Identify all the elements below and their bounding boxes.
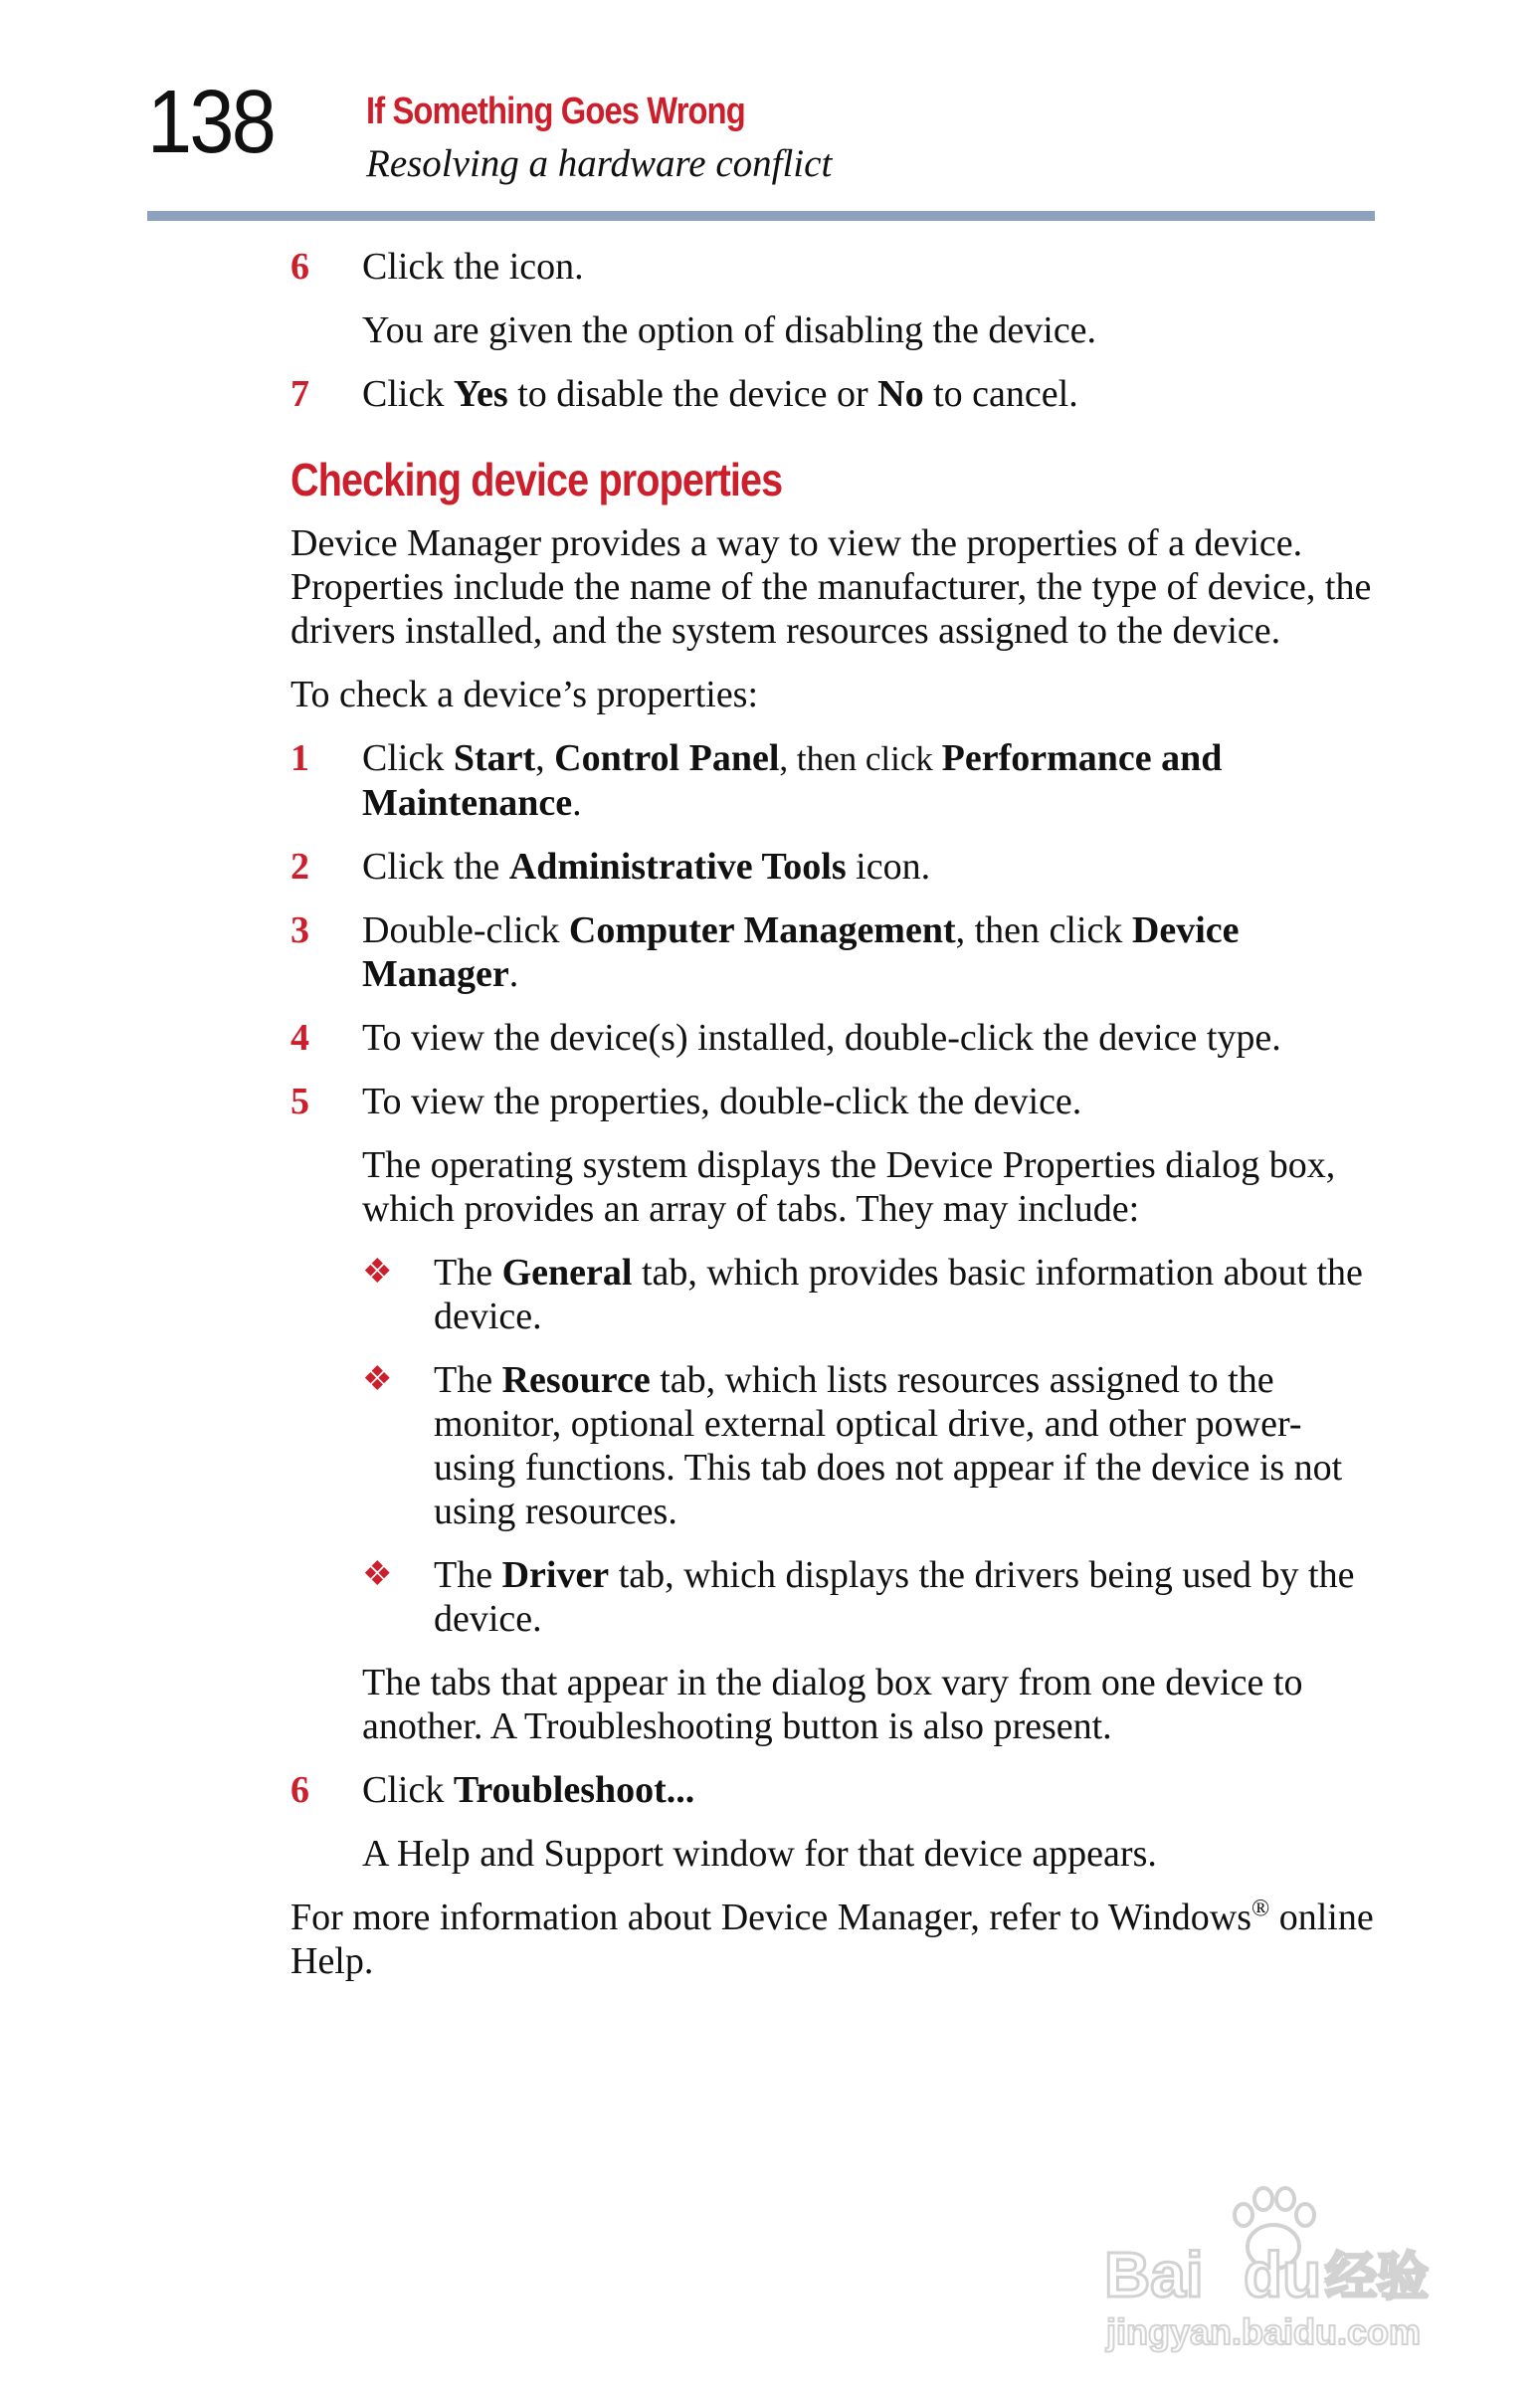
step-text: . — [572, 782, 582, 824]
step-number: 1 — [290, 737, 309, 779]
bullet-driver-tab — [290, 1553, 1375, 1641]
bullet-text: The — [434, 1554, 502, 1596]
step-text: Click — [362, 737, 454, 779]
bullet-general-tab — [290, 1251, 1375, 1338]
step-number: 6 — [290, 1769, 309, 1811]
baidu-jingyan-watermark — [1094, 2169, 1472, 2358]
bullet-text: The — [434, 1252, 502, 1294]
start-label: Start — [453, 737, 536, 779]
registered-mark: ® — [1251, 1896, 1270, 1922]
step-2 — [290, 845, 1375, 889]
step-number: 4 — [290, 1017, 309, 1059]
step-text: to cancel. — [923, 373, 1078, 415]
watermark-brand: Bai — [1104, 2239, 1204, 2310]
closing-paragraph — [290, 1896, 1375, 1983]
section-title: Resolving a hardware conflict — [366, 142, 833, 185]
page-header — [0, 0, 1540, 229]
step-6-disable — [290, 245, 1375, 289]
chapter-title: If Something Goes Wrong — [366, 91, 745, 132]
step-text: icon. — [846, 846, 931, 888]
step-text: , — [535, 737, 555, 779]
yes-label: Yes — [453, 373, 508, 415]
diamond-bullet-icon: ❖ — [362, 1556, 393, 1593]
intro-paragraph: Device Manager provides a way to view the properties of a device. Properties include the name of the manufacturer, the type of device, the drivers installed, and the system resources assigned to the device. — [290, 522, 1372, 652]
admin-tools-label: Administrative Tools — [508, 846, 847, 888]
diamond-bullet-icon: ❖ — [362, 1254, 393, 1291]
device-manager-label: Device Manager — [362, 909, 1240, 995]
step-number: 7 — [290, 373, 309, 415]
step-note: A Help and Support window for that device appears. — [362, 1833, 1157, 1875]
bullet-text: The — [434, 1359, 502, 1401]
step-text: . — [508, 953, 519, 995]
performance-label: Performance and Maintenance — [362, 737, 1223, 824]
page-body — [290, 245, 1375, 2003]
step-1 — [290, 736, 1375, 825]
diamond-bullet-icon: ❖ — [362, 1361, 393, 1398]
general-label: General — [501, 1252, 633, 1294]
bullet-resource-tab — [290, 1358, 1375, 1533]
step-6-troubleshoot — [290, 1768, 1375, 1812]
page-number: 138 — [147, 73, 275, 172]
troubleshoot-label: Troubleshoot... — [453, 1769, 695, 1811]
step-text: , then click — [779, 739, 942, 778]
bullet-text: tab, which displays the drivers being used by the device. — [434, 1554, 1355, 1640]
step-text: Click the icon. — [362, 246, 584, 288]
computer-management-label: Computer Management — [568, 909, 956, 951]
step-5 — [290, 1080, 1375, 1123]
watermark-url: jingyan.baidu.com — [1106, 2311, 1422, 2352]
step-3 — [290, 908, 1375, 996]
step-number: 2 — [290, 846, 309, 888]
driver-label: Driver — [501, 1554, 610, 1596]
step-text: to disable the device or — [507, 373, 878, 415]
tabs-note: The tabs that appear in the dialog box vary from one device to another. A Troubleshooting button is also present. — [362, 1662, 1303, 1747]
step-text: Click — [362, 1769, 454, 1811]
step-note: The operating system displays the Device Properties dialog box, which provides an array of tabs. They may include: — [362, 1144, 1336, 1230]
step-number: 6 — [290, 246, 309, 288]
closing-text: For more information about Device Manager, refer to Windows — [290, 1897, 1252, 1938]
resource-label: Resource — [501, 1359, 651, 1401]
step-4 — [290, 1016, 1375, 1060]
step-note: You are given the option of disabling the device. — [362, 309, 1097, 351]
closing-text: online Help. — [290, 1897, 1374, 1982]
watermark-cn: 经验 — [1325, 2248, 1430, 2307]
step-number: 5 — [290, 1081, 309, 1122]
control-panel-label: Control Panel — [554, 737, 780, 779]
bullet-text: tab, which lists resources assigned to the monitor, optional external optical drive, and other power-using functions. This tab does not appear if the device is not using resources. — [434, 1359, 1343, 1532]
no-label: No — [877, 373, 924, 415]
bullet-text: tab, which provides basic information about the device. — [434, 1252, 1363, 1337]
step-text: Click the — [362, 846, 509, 888]
step-text: Double-click — [362, 909, 569, 951]
lead-paragraph: To check a device’s properties: — [290, 674, 759, 715]
step-text: To view the device(s) installed, double-click the device type. — [362, 1017, 1281, 1059]
header-rule — [147, 211, 1375, 221]
step-text: , then click — [955, 909, 1132, 951]
step-number: 3 — [290, 909, 309, 951]
step-7-confirm — [290, 372, 1375, 416]
step-text: Click — [362, 373, 454, 415]
step-text: To view the properties, double-click the device. — [362, 1081, 1082, 1122]
section-heading: Checking device properties — [290, 454, 783, 505]
watermark-brand-2: du — [1244, 2239, 1322, 2310]
